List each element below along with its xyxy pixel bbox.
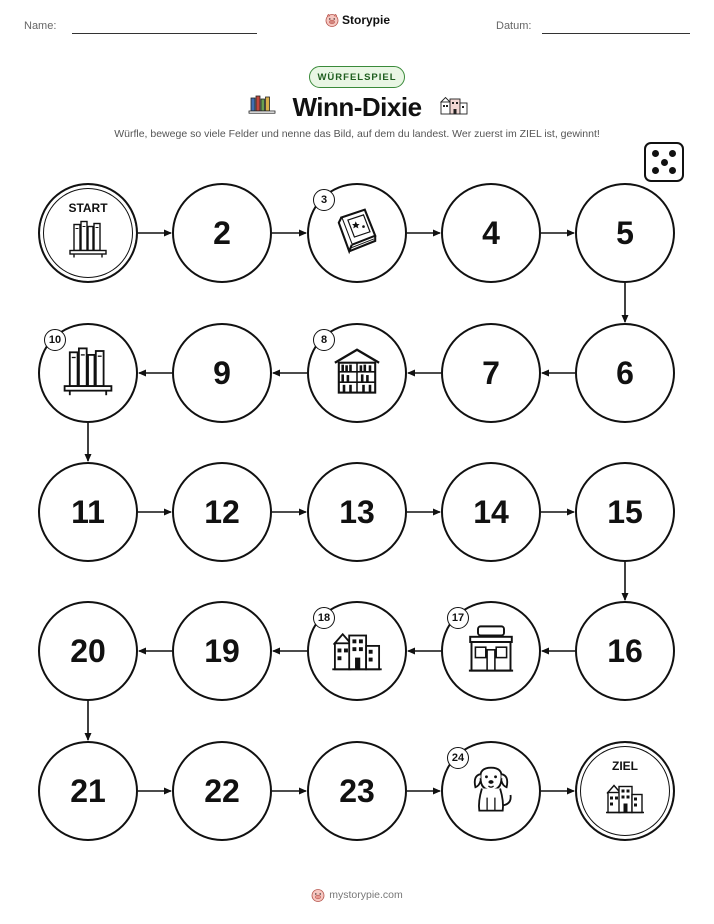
board-field-21	[38, 741, 138, 841]
field-number-badge: 3	[313, 189, 335, 211]
start-label: START	[68, 201, 108, 215]
date-label: Datum:	[496, 20, 532, 32]
goal-label: ZIEL	[612, 759, 638, 773]
board-field-16	[575, 601, 675, 701]
footer	[0, 888, 714, 902]
name-line[interactable]	[72, 33, 257, 34]
field-number: 7	[482, 354, 500, 391]
field-number: 5	[616, 214, 634, 251]
field-number-badge: 8	[313, 329, 335, 351]
die-pip	[669, 150, 676, 157]
board-field-20	[38, 601, 138, 701]
board-field-2	[172, 183, 272, 283]
pig-mascot-icon	[325, 13, 339, 27]
die-icon	[644, 142, 684, 182]
die-pip	[661, 159, 668, 166]
board-field-5	[575, 183, 675, 283]
date-line[interactable]	[542, 33, 690, 34]
town-icon	[605, 776, 645, 821]
game-type-badge: WÜRFELSPIEL	[309, 66, 405, 88]
dog-icon	[465, 763, 517, 820]
brand-name: Storypie	[342, 13, 391, 27]
field-number-badge: 17	[447, 607, 469, 629]
board-field-8	[307, 323, 407, 423]
start-field	[38, 183, 138, 283]
instructions: Würfle, bewege so viele Felder und nenne das Bild, auf dem du landest. Wer zuerst im ZIEL ist, gewinnt!	[114, 128, 600, 140]
board-field-7	[441, 323, 541, 423]
field-number: 6	[616, 354, 634, 391]
town-icon	[331, 623, 383, 680]
field-number-badge: 24	[447, 747, 469, 769]
board-field-18	[307, 601, 407, 701]
board-field-3	[307, 183, 407, 283]
field-number-badge: 18	[313, 607, 335, 629]
field-number: 14	[473, 493, 509, 530]
field-number: 11	[71, 493, 105, 530]
board-field-15	[575, 462, 675, 562]
bookshelf-icon	[62, 345, 114, 402]
page-title: Winn-Dixie	[292, 92, 422, 122]
field-number: 2	[213, 214, 231, 251]
board-field-9	[172, 323, 272, 423]
board-field-4	[441, 183, 541, 283]
field-number: 21	[70, 772, 106, 809]
town-icon	[440, 95, 468, 115]
field-number: 20	[70, 632, 106, 669]
store-icon	[465, 623, 517, 680]
field-number: 9	[213, 354, 231, 391]
board-field-17	[441, 601, 541, 701]
die-pip	[669, 167, 676, 174]
field-number: 16	[607, 632, 643, 669]
board-field-13	[307, 462, 407, 562]
pig-mascot-icon	[311, 888, 325, 902]
board-field-12	[172, 462, 272, 562]
footer-site: mystorypie.com	[329, 889, 403, 901]
board-field-23	[307, 741, 407, 841]
field-number: 4	[482, 214, 500, 251]
name-label: Name:	[24, 20, 57, 32]
brand-logo	[325, 13, 390, 27]
field-number: 12	[204, 493, 240, 530]
field-number: 22	[204, 772, 240, 809]
board-field-19	[172, 601, 272, 701]
field-number: 15	[607, 493, 643, 530]
goal-field	[575, 741, 675, 841]
board-field-10	[38, 323, 138, 423]
library-icon	[331, 345, 383, 402]
field-number-badge: 10	[44, 329, 66, 351]
bookshelf-icon	[68, 218, 108, 263]
book-icon	[331, 205, 383, 262]
field-number: 23	[339, 772, 375, 809]
board-field-24	[441, 741, 541, 841]
board-field-14	[441, 462, 541, 562]
board-field-22	[172, 741, 272, 841]
die-pip	[652, 150, 659, 157]
field-number: 13	[339, 493, 375, 530]
die-pip	[652, 167, 659, 174]
field-number: 19	[204, 632, 240, 669]
board-field-11	[38, 462, 138, 562]
board-field-6	[575, 323, 675, 423]
